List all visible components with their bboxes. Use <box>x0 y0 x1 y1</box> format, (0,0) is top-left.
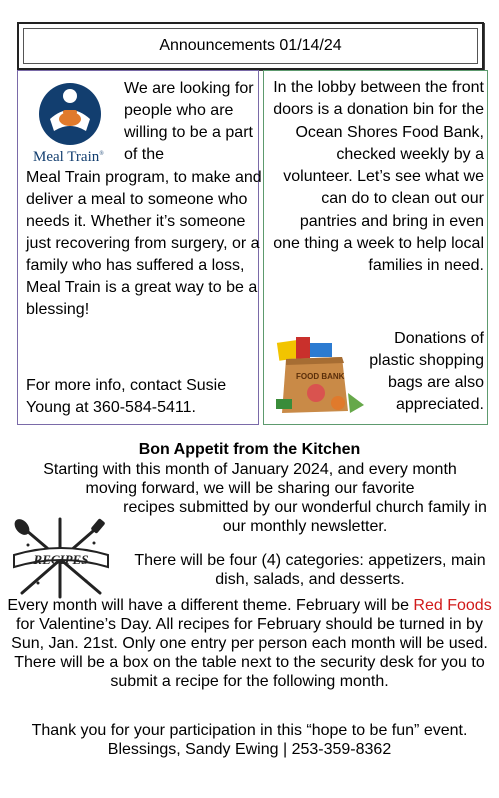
recipes-utensils-icon <box>8 515 114 601</box>
kitchen-theme <box>0 596 499 691</box>
kitchen-thanks: Thank you for your participation in this “hope to be fun” event. Blessings, Sandy Ewing | 253-359-8362 <box>31 722 468 758</box>
announcements-header <box>17 22 484 70</box>
food-bank-bags-note: Donations of plastic shopping bags are also appreciated. <box>369 330 484 413</box>
kitchen-categories: There will be four (4) categories: appetizers, main dish, salads, and desserts. <box>134 552 486 588</box>
meal-train-contact: For more info, contact Susie Young at 360-584-5411. <box>26 377 227 416</box>
kitchen-intro-cont: recipes submitted by our wonderful church family in our monthly newsletter. <box>123 499 487 535</box>
theme-text-b: for Valentine’s Day. All recipes for February should be turned in by Sun, Jan. 21st. Only one entry per person each month will be used. There will be a box on the table next to the security desk for you to submit a recipe for the following month. <box>11 616 488 690</box>
meal-train-box <box>17 70 262 425</box>
recipes-banner-text: RECIPES <box>33 552 89 567</box>
meal-train-body: Meal Train program, to make and deliver a meal to someone who needs it. Whether it’s someone just recovering from surgery, or a family who has suffered a loss, Meal Train is a great way to be a blessing! <box>26 169 262 318</box>
food-bank-bag-icon <box>272 333 368 415</box>
food-bank-text: In the lobby between the front doors is a donation bin for the Ocean Shores Food Bank, checked weekly by a volunteer. Let’s see what we can do to clean out our pantries and bring in even one thing a week to help local families in need. <box>273 79 484 275</box>
kitchen-title: Bon Appetit from the Kitchen <box>138 441 361 458</box>
logo-registered-mark: ® <box>99 151 104 157</box>
theme-text-a: Every month will have a different theme. February will be <box>7 597 414 614</box>
kitchen-intro: Starting with this month of January 2024, and every month moving forward, we will be sharing our favorite <box>43 461 457 497</box>
food-bank-box <box>263 70 488 425</box>
logo-text: Meal Train <box>33 149 100 165</box>
theme-red-foods: Red Foods <box>413 597 492 614</box>
meal-train-intro: We are looking for people who are willing to be a part of the <box>124 80 254 163</box>
bag-label: FOOD BANK <box>296 372 345 381</box>
page-title: Announcements 01/14/24 <box>159 37 342 54</box>
